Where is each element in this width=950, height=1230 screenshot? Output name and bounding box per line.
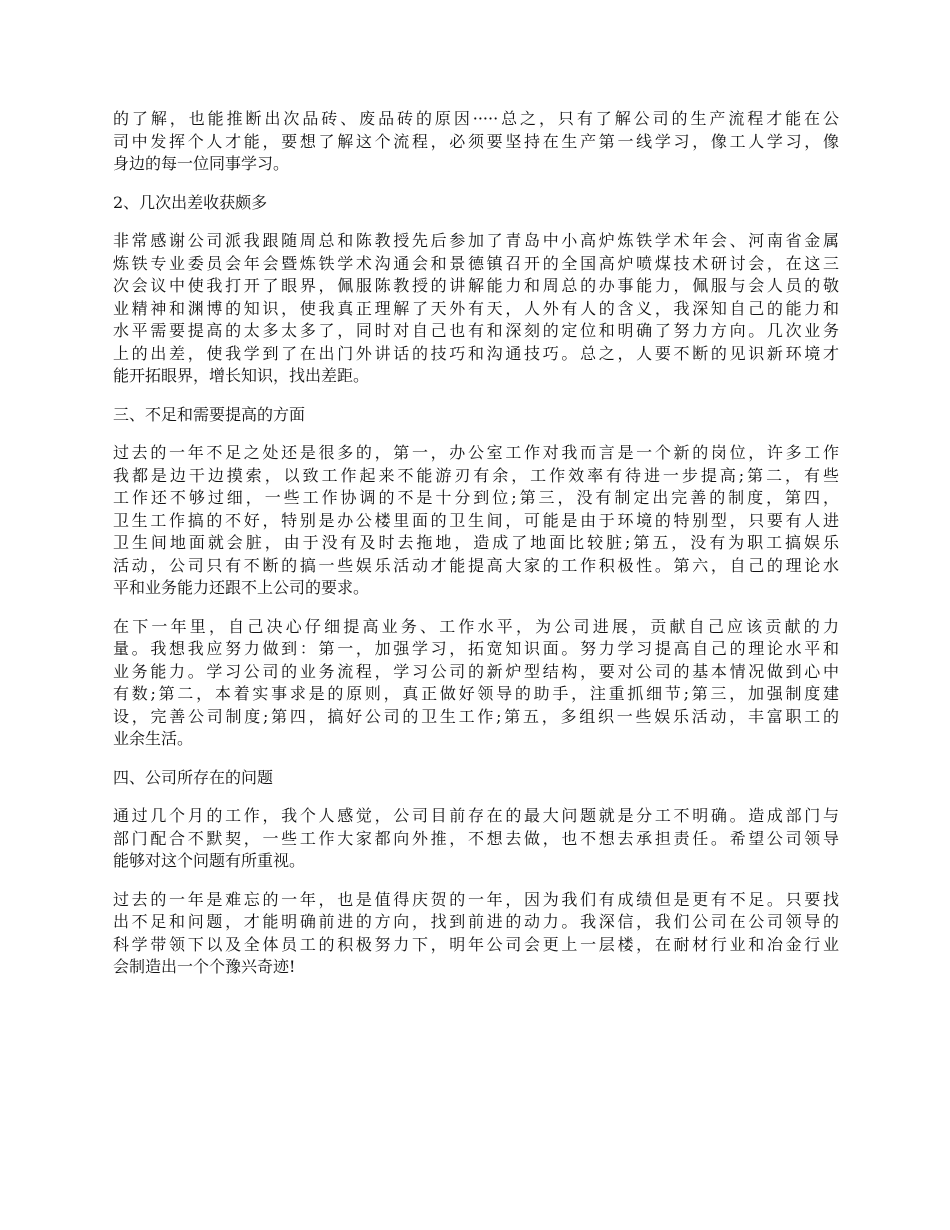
text-line: 水平需要提高的太多太多了，同时对自己也有和深刻的定位和明确了努力方向。几次业务 <box>113 321 839 340</box>
heading-text: 四、公司所存在的问题 <box>113 767 274 787</box>
text-line: 工作还不够过细，一些工作协调的不是十分到位;第三，没有制定出完善的制度，第四， <box>113 488 839 507</box>
paragraph-shortcomings <box>113 442 839 600</box>
text-line: 卫生工作搞的不好，特别是办公楼里面的卫生间，可能是由于环境的特别型，只要有人进 <box>113 510 839 530</box>
text-line: 有数;第二，本着实事求是的原则，真正做好领导的助手，注重抓细节;第三，加强制度建 <box>113 684 839 703</box>
text-line: 量。我想我应努力做到：第一，加强学习，拓宽知识面。努力学习提高自己的理论水平和 <box>113 639 839 658</box>
text-line: 会制造出一个个豫兴奇迹! <box>113 957 296 976</box>
text-line: 非常感谢公司派我跟随周总和陈教授先后参加了青岛中小高炉炼铁学术年会、河南省金属 <box>113 231 839 250</box>
text-line: 活动，公司只有不断的搞一些娱乐活动才能提高大家的工作积极性。第六，自己的理论水 <box>113 555 839 575</box>
paragraph-next-year-plan <box>113 616 839 751</box>
text-line: 能开拓眼界，增长知识，找出差距。 <box>113 366 370 385</box>
text-line: 出不足和问题，才能明确前进的方向，找到前进的动力。我深信，我们公司在公司领导的 <box>113 912 839 931</box>
text-line: 炼铁专业委员会年会暨炼铁学术沟通会和景德镇召开的全国高炉喷煤技术研讨会，在这三 <box>113 253 839 273</box>
text-line: 能够对这个问题有所重视。 <box>113 851 306 870</box>
text-line: 我都是边干边摸索，以致工作起来不能游刃有余，工作效率有待进一步提高;第二，有些 <box>113 465 839 485</box>
text-line: 业精神和渊博的知识，使我真正理解了天外有天，人外有人的含义，我深知自己的能力和 <box>113 298 839 318</box>
text-line: 次会议中使我打开了眼界，佩服陈教授的讲解能力和周总的办事能力，佩服与会人员的敬 <box>113 276 839 295</box>
paragraph-production-process <box>113 108 839 176</box>
document-page <box>113 108 839 995</box>
paragraph-business-trips <box>113 230 839 388</box>
text-line: 卫生间地面就会脏，由于没有及时去拖地，造成了地面比较脏;第五，没有为职工搞娱乐 <box>113 533 839 552</box>
text-line: 司中发挥个人才能，要想了解这个流程，必须要坚持在生产第一线学习，像工人学习，像 <box>113 131 839 151</box>
text-line: 部门配合不默契，一些工作大家都向外推，不想去做，也不想去承担责任。希望公司领导 <box>113 828 839 848</box>
text-line: 上的出差，使我学到了在出门外讲话的技巧和沟通技巧。总之，人要不断的见识新环境才 <box>113 343 839 363</box>
text-line: 在下一年里，自己决心仔细提高业务、工作水平，为公司进展，贡献自己应该贡献的力 <box>113 616 839 636</box>
text-line: 过去的一年是难忘的一年，也是值得庆贺的一年，因为我们有成绩但是更有不足。只要找 <box>113 889 839 909</box>
heading-text: 2、几次出差收获颇多 <box>113 192 268 212</box>
text-line: 业余生活。 <box>113 729 194 748</box>
heading-text: 三、不足和需要提高的方面 <box>113 404 306 424</box>
section-heading-company-problems <box>113 767 839 790</box>
text-line: 通过几个月的工作，我个人感觉，公司目前存在的最大问题就是分工不明确。造成部门与 <box>113 806 839 825</box>
paragraph-conclusion <box>113 889 839 979</box>
section-heading-business-trips <box>113 192 839 215</box>
text-line: 过去的一年不足之处还是很多的，第一，办公室工作对我而言是一个新的岗位，许多工作 <box>113 443 839 462</box>
text-line: 科学带领下以及全体员工的积极努力下，明年公司会更上一层楼，在耐材行业和冶金行业 <box>113 934 839 954</box>
text-line: 的了解，也能推断出次品砖、废品砖的原因·····总之，只有了解公司的生产流程才能在公 <box>113 109 839 128</box>
text-line: 平和业务能力还跟不上公司的要求。 <box>113 578 370 597</box>
text-line: 身边的每一位同事学习。 <box>113 154 290 173</box>
section-heading-shortcomings <box>113 404 839 427</box>
text-line: 设，完善公司制度;第四，搞好公司的卫生工作;第五，多组织一些娱乐活动，丰富职工的 <box>113 706 839 726</box>
paragraph-company-problems <box>113 805 839 873</box>
text-line: 业务能力。学习公司的业务流程，学习公司的新炉型结构，要对公司的基本情况做到心中 <box>113 661 839 681</box>
